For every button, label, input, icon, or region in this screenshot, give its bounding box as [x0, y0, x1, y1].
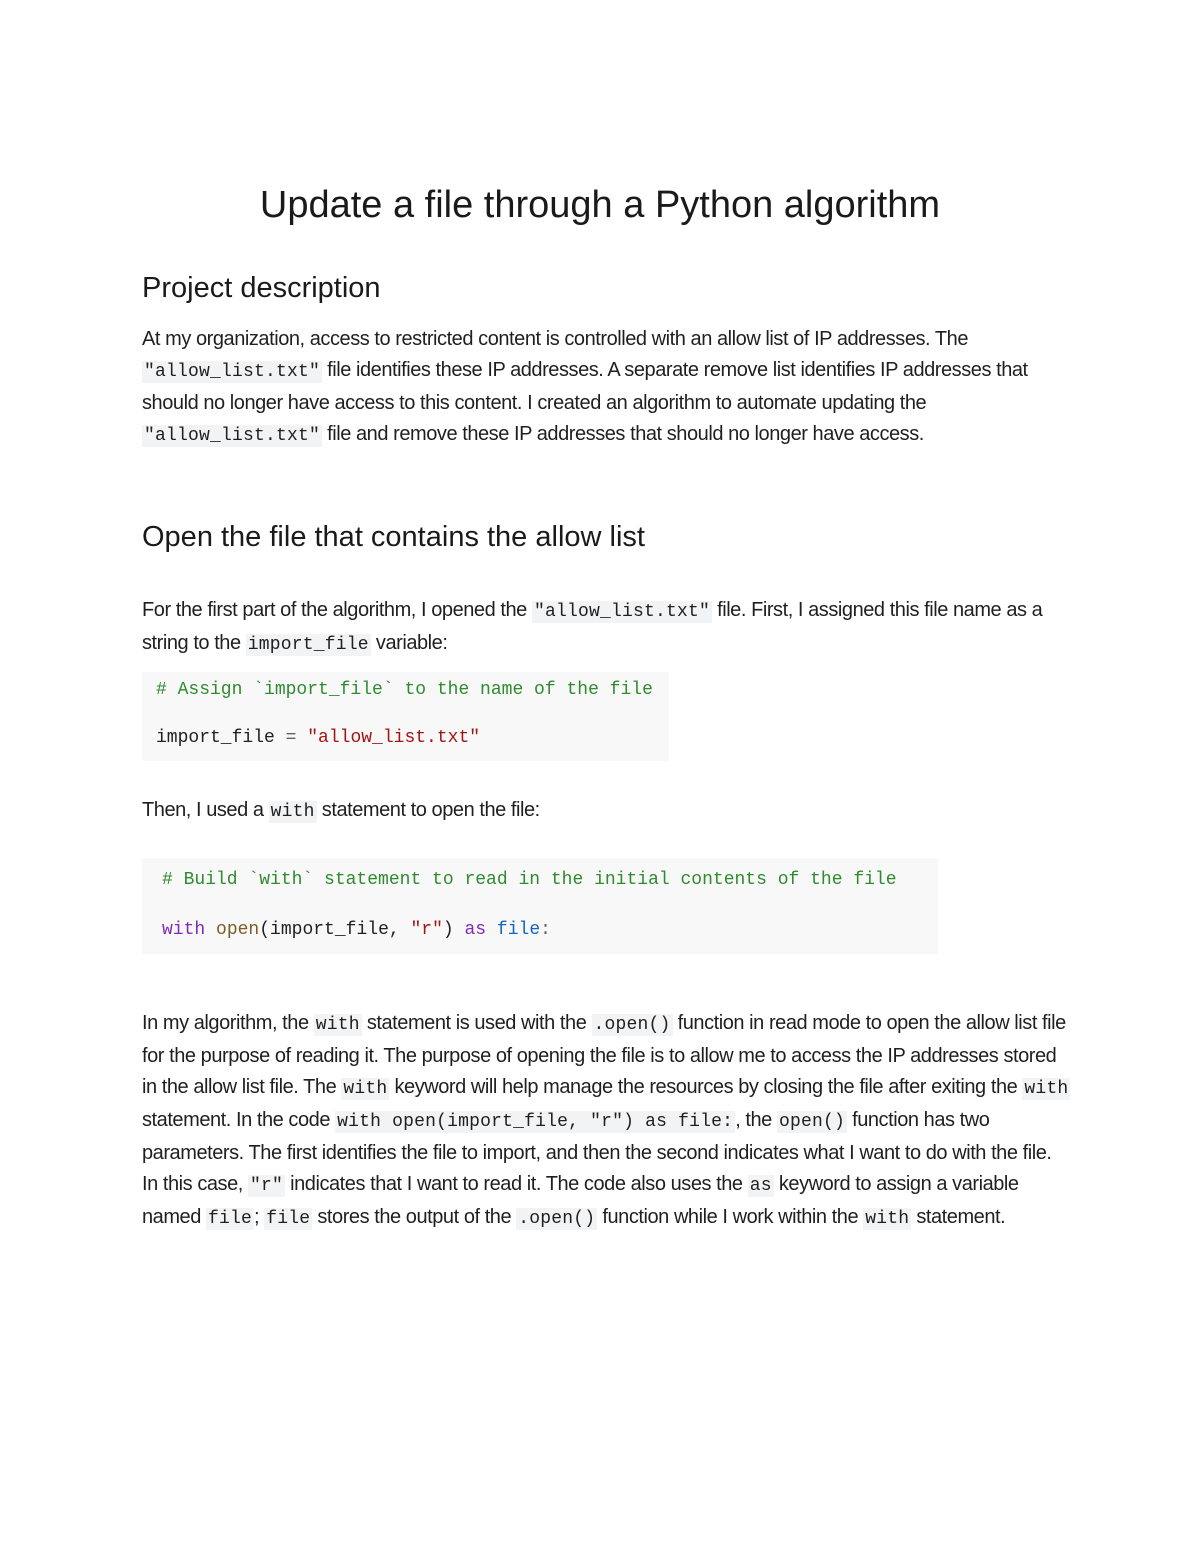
inline-code-variable: import_file	[247, 635, 369, 655]
text-run: variable:	[370, 632, 448, 654]
inline-code-keyword: with	[270, 802, 315, 822]
text-run: statement.	[911, 1206, 1006, 1228]
text-run: file identifies these IP addresses. A separate remove list identifies IP addresses that should no longer have access to this content. I created an algorithm to automate updating the	[142, 359, 1028, 414]
inline-code: "r"	[249, 1176, 283, 1196]
text-run: keyword will help manage the resources by closing the file after exiting the	[389, 1076, 1023, 1098]
code-args-end: )	[442, 920, 465, 940]
inline-code-filename: "allow_list.txt"	[533, 602, 710, 622]
code-block-with-statement	[142, 858, 938, 954]
then-paragraph	[142, 795, 1072, 828]
code-string-mode: "r"	[410, 920, 443, 940]
text-run: function has two parameters. The first identifies the file to import, and then the second indicates what I want to do with the file. In this case,	[142, 1109, 1052, 1195]
text-run: indicates that I want to read it. The code also uses the	[285, 1173, 748, 1195]
inline-code: as	[749, 1176, 772, 1196]
code-colon: :	[540, 920, 551, 940]
inline-code: .open()	[593, 1015, 671, 1035]
code-comment: # Build `with` statement to read in the initial contents of the file	[162, 870, 897, 890]
code-function-open: open	[216, 920, 260, 940]
inline-code: with	[1024, 1079, 1069, 1099]
text-run: function in read mode to open the allow list file for the purpose of reading it. The purpose of opening the file is to allow me to access the IP addresses stored in the allow list file. The	[142, 1012, 1066, 1098]
text-run: For the first part of the algorithm, I opened the	[142, 599, 532, 621]
inline-code: open()	[778, 1112, 845, 1132]
inline-code: .open()	[518, 1209, 596, 1229]
text-run: file. First, I assigned this file name as a string to the	[142, 599, 1043, 654]
text-run: statement to open the file:	[316, 799, 540, 821]
inline-code: with	[315, 1015, 360, 1035]
text-run: In my algorithm, the	[142, 1012, 314, 1034]
inline-code: with open(import_file, "r") as file:	[337, 1112, 734, 1132]
code-args: (import_file,	[259, 920, 411, 940]
text-run: At my organization, access to restricted content is controlled with an allow list of IP addresses. The	[142, 328, 969, 350]
document-title: Update a file through a Python algorithm	[259, 184, 941, 226]
code-line-assignment	[156, 728, 480, 748]
code-line-with-open	[162, 920, 551, 940]
text-run: stores the output of the	[312, 1206, 517, 1228]
code-keyword-with: with	[162, 920, 206, 940]
code-target-file: file	[496, 920, 541, 940]
text-run: ;	[254, 1206, 265, 1228]
code-operator: =	[274, 728, 308, 748]
text-run: Then, I used a	[142, 799, 269, 821]
code-string: "allow_list.txt"	[307, 728, 481, 748]
text-run: statement is used with the	[361, 1012, 592, 1034]
inline-code-filename: "allow_list.txt"	[144, 362, 321, 382]
open-file-intro-paragraph	[142, 595, 1072, 661]
section-heading-open-file: Open the file that contains the allow list	[142, 521, 645, 553]
code-comment: # Assign `import_file` to the name of the file	[156, 680, 653, 700]
text-run: file and remove these IP addresses that should no longer have access.	[322, 423, 924, 445]
code-variable: import_file	[156, 728, 275, 748]
inline-code-filename: "allow_list.txt"	[144, 426, 321, 446]
text-run: function while I work within the	[597, 1206, 864, 1228]
inline-code: file	[208, 1209, 253, 1229]
section-heading-project-description: Project description	[142, 272, 381, 304]
with-explanation-paragraph	[142, 1008, 1072, 1235]
code-keyword-as: as	[464, 920, 487, 940]
inline-code: with	[865, 1209, 910, 1229]
inline-code: with	[343, 1079, 388, 1099]
text-run: , the	[735, 1109, 777, 1131]
text-run: statement. In the code	[142, 1109, 336, 1131]
code-block-assign-import-file	[142, 672, 669, 761]
text-run: keyword to assign a variable named	[142, 1173, 1019, 1228]
project-description-paragraph	[142, 324, 1072, 452]
inline-code: file	[266, 1209, 311, 1229]
